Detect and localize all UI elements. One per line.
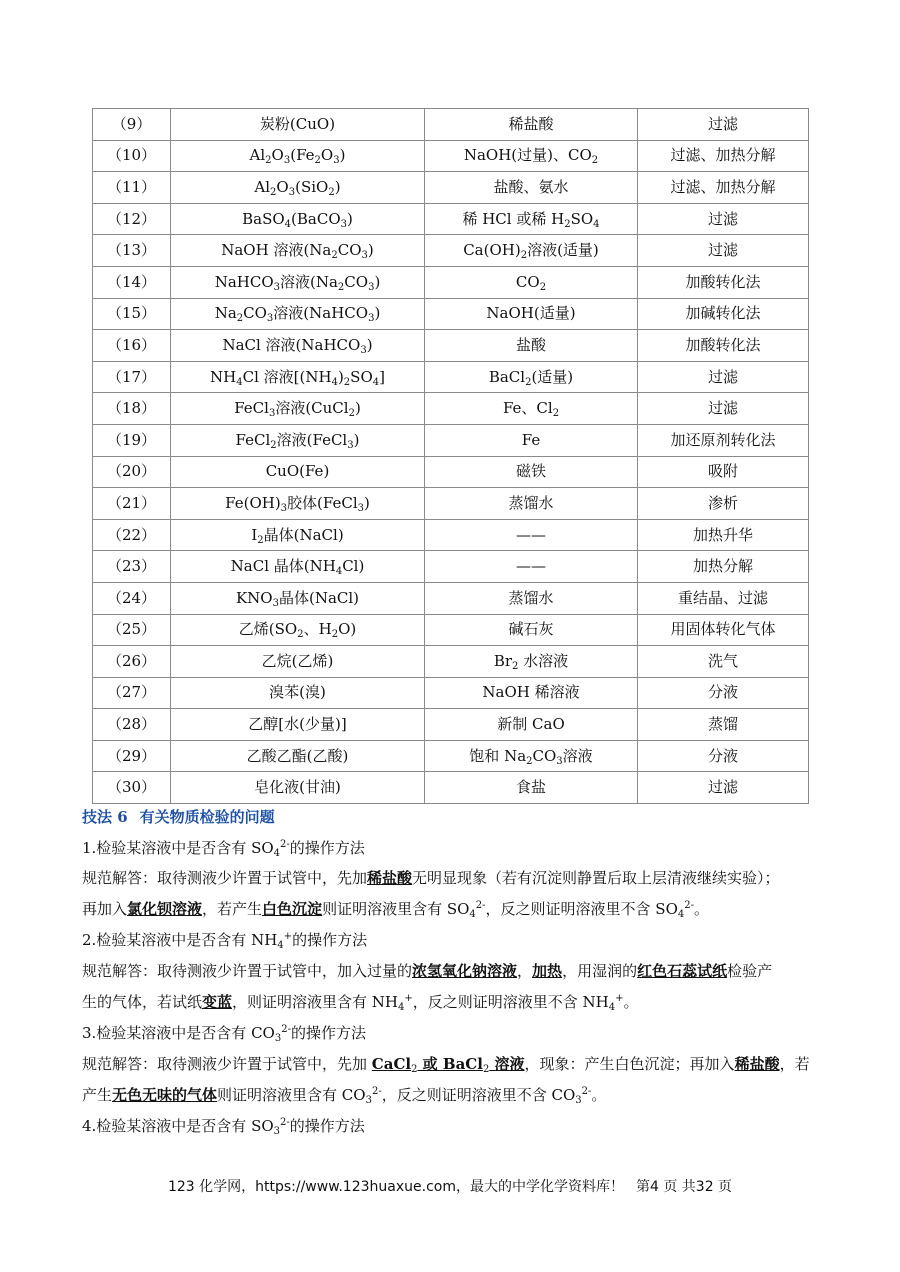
method-cell: 重结晶、过滤	[638, 582, 809, 614]
table-row	[93, 140, 809, 172]
mixture-cell: NaHCO$_3$溶液$(Na_2CO_3)$	[171, 266, 425, 298]
table-row	[93, 772, 809, 804]
table-row	[93, 172, 809, 204]
mixture-cell: FeCl$_2$溶液(FeCl$_3$)	[171, 424, 425, 456]
text-line: 生的气体，若试纸变蓝，则证明溶液里含有 $NH_4^+$，反之则证明溶液里不含 $NH_4^+$。	[82, 993, 639, 1013]
method-cell: 加热升华	[638, 519, 809, 551]
table-row	[93, 298, 809, 330]
row-index-cell: （29）	[93, 740, 171, 772]
table-row	[93, 424, 809, 456]
table-row	[93, 677, 809, 709]
reagent-cell: 食盐	[425, 772, 638, 804]
method-cell: 加碱转化法	[638, 298, 809, 330]
reagent-cell: BaCl$_2$(适量)	[425, 361, 638, 393]
text-line: 4.检验某溶液中是否含有 $SO_3^{2-}$的操作方法	[82, 1117, 365, 1137]
row-index-cell: （19）	[93, 424, 171, 456]
row-index-cell: （27）	[93, 677, 171, 709]
table-row	[93, 393, 809, 425]
table-row	[93, 614, 809, 646]
reagent-cell: 盐酸、氨水	[425, 172, 638, 204]
table-row	[93, 740, 809, 772]
table-row	[93, 361, 809, 393]
table-row	[93, 235, 809, 267]
method-cell: 加还原剂转化法	[638, 424, 809, 456]
mixture-cell: CuO(Fe)	[171, 456, 425, 488]
table-row	[93, 456, 809, 488]
row-index-cell: （23）	[93, 551, 171, 583]
reagent-cell: 稀盐酸	[425, 109, 638, 141]
mixture-cell: $Al_2O_3(SiO_2)$	[171, 172, 425, 204]
reagent-cell: 盐酸	[425, 330, 638, 362]
table-body	[93, 109, 809, 804]
page-footer	[0, 1176, 900, 1196]
method-cell: 用固体转化气体	[638, 614, 809, 646]
text-line: 规范解答：取待测液少许置于试管中，先加 CaCl$_2$ 或 BaCl$_2$ 溶液，现象：产生白色沉淀；再加入稀盐酸，若	[82, 1055, 810, 1075]
reagent-cell: $Br_2$ 水溶液	[425, 646, 638, 678]
row-index-cell: （12）	[93, 203, 171, 235]
text-line: 规范解答：取待测液少许置于试管中，加入过量的浓氢氧化钠溶液，加热，用湿润的红色石蕊试纸检验产	[82, 962, 773, 980]
reagent-cell: NaOH(过量)、$CO_2$	[425, 140, 638, 172]
mixture-cell: NaCl 溶液(NaHCO$_3$)	[171, 330, 425, 362]
text-line: 1.检验某溶液中是否含有 $SO_4^{2-}$的操作方法	[82, 839, 365, 859]
section-title	[82, 806, 275, 827]
footer-site: 123 化学网，https://www.123huaxue.com，最大的中学化学资料库！	[167, 1179, 624, 1195]
table-row	[93, 709, 809, 741]
table-row	[93, 582, 809, 614]
row-index-cell: （11）	[93, 172, 171, 204]
row-index-cell: （21）	[93, 488, 171, 520]
method-cell: 过滤、加热分解	[638, 140, 809, 172]
reagent-cell: $CO_2$	[425, 266, 638, 298]
method-cell: 过滤	[638, 203, 809, 235]
method-cell: 洗气	[638, 646, 809, 678]
mixture-cell: 乙酸乙酯(乙酸)	[171, 740, 425, 772]
reagent-cell: 磁铁	[425, 456, 638, 488]
mixture-cell: $KNO_3$晶体(NaCl)	[171, 582, 425, 614]
mixture-cell: $I_2$晶体(NaCl)	[171, 519, 425, 551]
section-heading: 有关物质检验的问题	[139, 808, 275, 826]
mixture-cell: $NH_4Cl$ 溶液$[(NH_4)_2SO_4]$	[171, 361, 425, 393]
method-cell: 过滤	[638, 772, 809, 804]
text-line: 3.检验某溶液中是否含有 $CO_3^{2-}$的操作方法	[82, 1024, 366, 1044]
reagent-cell: ——	[425, 551, 638, 583]
row-index-cell: （17）	[93, 361, 171, 393]
row-index-cell: （30）	[93, 772, 171, 804]
table-row	[93, 646, 809, 678]
mixture-cell: BaSO$_4$(BaCO$_3$)	[171, 203, 425, 235]
mixture-cell: 溴苯(溴)	[171, 677, 425, 709]
text-line: 再加入氯化钡溶液，若产生白色沉淀则证明溶液里含有 $SO_4^{2-}$，反之则证明溶液里不含 $SO_4^{2-}$。	[82, 900, 710, 920]
mixture-cell: $Fe(OH)_3$胶体(FeCl$_3$)	[171, 488, 425, 520]
table-row	[93, 266, 809, 298]
reagent-cell: 碱石灰	[425, 614, 638, 646]
method-cell: 渗析	[638, 488, 809, 520]
method-cell: 过滤	[638, 361, 809, 393]
reagent-cell: 稀 HCl 或稀 $H_2SO_4$	[425, 203, 638, 235]
table-row	[93, 519, 809, 551]
row-index-cell: （13）	[93, 235, 171, 267]
mixture-cell: 皂化液(甘油)	[171, 772, 425, 804]
footer-page-number: 第4 页 共32 页	[635, 1179, 733, 1195]
reagent-cell: 蒸馏水	[425, 488, 638, 520]
mixture-cell: $Na_2CO_3$溶液(NaHCO$_3$)	[171, 298, 425, 330]
reagent-cell: $Ca(OH)_2$溶液(适量)	[425, 235, 638, 267]
row-index-cell: （18）	[93, 393, 171, 425]
row-index-cell: （26）	[93, 646, 171, 678]
method-cell: 过滤	[638, 109, 809, 141]
table-row	[93, 551, 809, 583]
table-row	[93, 488, 809, 520]
row-index-cell: （28）	[93, 709, 171, 741]
reagent-cell: ——	[425, 519, 638, 551]
text-line: 产生无色无味的气体则证明溶液里含有 $CO_3^{2-}$，反之则证明溶液里不含 $CO_3^{2-}$。	[82, 1086, 607, 1106]
method-cell: 加酸转化法	[638, 330, 809, 362]
reagent-cell: NaOH 稀溶液	[425, 677, 638, 709]
method-cell: 过滤	[638, 393, 809, 425]
reagent-cell: NaOH(适量)	[425, 298, 638, 330]
method-cell: 加酸转化法	[638, 266, 809, 298]
mixture-cell: 乙烯($SO_2$、$H_2O$)	[171, 614, 425, 646]
row-index-cell: （24）	[93, 582, 171, 614]
section-label: 技法 6	[82, 808, 128, 826]
table-row	[93, 330, 809, 362]
reagent-cell: 蒸馏水	[425, 582, 638, 614]
row-index-cell: （9）	[93, 109, 171, 141]
method-cell: 蒸馏	[638, 709, 809, 741]
mixture-cell: 乙醇[水(少量)]	[171, 709, 425, 741]
method-cell: 加热分解	[638, 551, 809, 583]
reagent-cell: 饱和 $Na_2CO_3$溶液	[425, 740, 638, 772]
row-index-cell: （15）	[93, 298, 171, 330]
row-index-cell: （10）	[93, 140, 171, 172]
reagent-cell: Fe	[425, 424, 638, 456]
row-index-cell: （16）	[93, 330, 171, 362]
table-row	[93, 203, 809, 235]
mixture-cell: 炭粉(CuO)	[171, 109, 425, 141]
row-index-cell: （20）	[93, 456, 171, 488]
table-row	[93, 109, 809, 141]
mixture-cell: NaCl 晶体$(NH_4Cl)$	[171, 551, 425, 583]
row-index-cell: （14）	[93, 266, 171, 298]
method-cell: 过滤、加热分解	[638, 172, 809, 204]
method-cell: 过滤	[638, 235, 809, 267]
row-index-cell: （25）	[93, 614, 171, 646]
text-line: 规范解答：取待测液少许置于试管中，先加稀盐酸无明显现象（若有沉淀则静置后取上层清液继续实验）；	[82, 869, 780, 887]
reagent-cell: 新制 CaO	[425, 709, 638, 741]
method-cell: 吸附	[638, 456, 809, 488]
text-line: 2.检验某溶液中是否含有 $NH_4^+$的操作方法	[82, 931, 368, 951]
mixture-cell: 乙烷(乙烯)	[171, 646, 425, 678]
method-cell: 分液	[638, 677, 809, 709]
method-cell: 分液	[638, 740, 809, 772]
mixture-cell: $Al_2O_3(Fe_2O_3)$	[171, 140, 425, 172]
mixture-cell: NaOH 溶液$(Na_2CO_3)$	[171, 235, 425, 267]
mixture-cell: FeCl$_3$溶液(CuCl$_2$)	[171, 393, 425, 425]
row-index-cell: （22）	[93, 519, 171, 551]
separation-table	[92, 108, 809, 804]
reagent-cell: Fe、$Cl_2$	[425, 393, 638, 425]
